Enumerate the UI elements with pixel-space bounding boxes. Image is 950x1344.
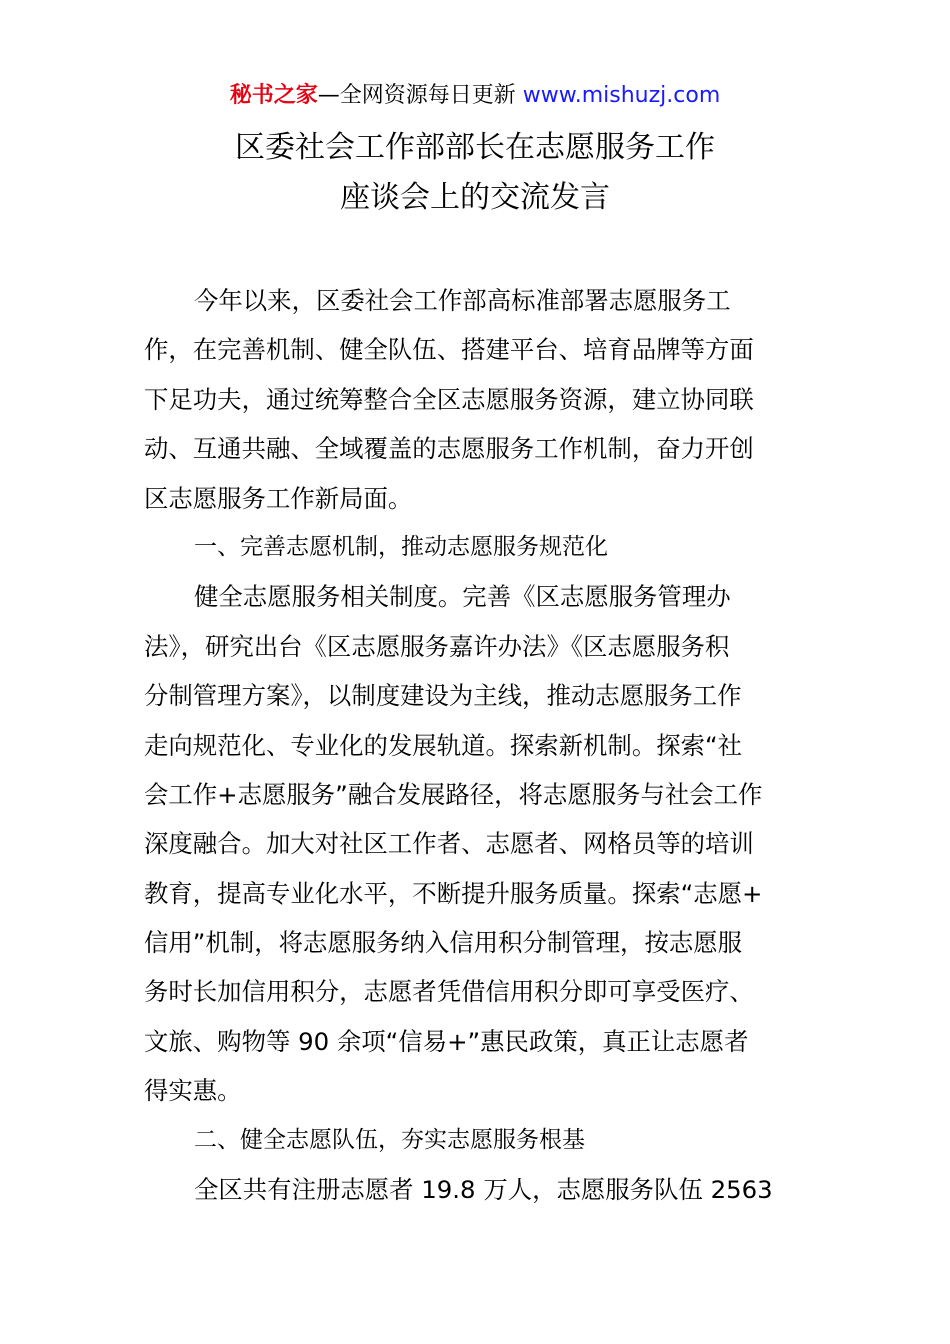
site-brand: 秘书之家 xyxy=(229,83,318,108)
document-title-line-2: 座谈会上的交流发言 xyxy=(340,180,610,215)
paragraph-line: 作，在完善机制、健全队伍、搭建平台、培育品牌等方面 xyxy=(144,335,754,365)
paragraph-line: 今年以来，区委社会工作部高标准部署志愿服务工 xyxy=(194,286,731,315)
paragraph-line: 动、互通共融、全域覆盖的志愿服务工作机制，奋力开创 xyxy=(144,434,754,464)
paragraph-line: 会工作+志愿服务”融合发展路径，将志愿服务与社会工作 xyxy=(144,779,763,809)
section-heading-2: 二、健全志愿队伍，夯实志愿服务根基 xyxy=(194,1126,585,1153)
document-body xyxy=(144,276,806,1214)
paragraph-line: 得实惠。 xyxy=(144,1076,242,1106)
paragraph-line: 务时长加信用积分，志愿者凭借信用积分即可享受医疗、 xyxy=(144,977,754,1007)
paragraph-line: 分制管理方案》，以制度建设为主线，推动志愿服务工作 xyxy=(144,681,742,711)
section-heading-1: 一、完善志愿机制，推动志愿服务规范化 xyxy=(194,533,608,560)
paragraph-line: 法》，研究出台《区志愿服务嘉许办法》《区志愿服务积 xyxy=(144,631,730,661)
paragraph-line: 深度融合。加大对社区工作者、志愿者、网格员等的培训 xyxy=(144,829,754,859)
paragraph-line: 文旅、购物等 90 余项“信易+”惠民政策，真正让志愿者 xyxy=(144,1026,749,1056)
paragraph-line: 健全志愿服务相关制度。完善《区志愿服务管理办 xyxy=(194,582,731,612)
paragraph-line: 走向规范化、专业化的发展轨道。探索新机制。探索“社 xyxy=(144,730,743,760)
site-url[interactable]: www.mishuzj.com xyxy=(522,83,721,108)
paragraph-line: 教育，提高专业化水平，不断提升服务质量。探索“志愿+ xyxy=(144,878,763,908)
paragraph-line: 下足功夫，通过统筹整合全区志愿服务资源，建立协同联 xyxy=(144,384,754,414)
document-title-line-1: 区委社会工作部部长在志愿服务工作 xyxy=(235,130,715,165)
site-tagline: —全网资源每日更新 xyxy=(317,83,523,108)
paragraph-line: 区志愿服务工作新局面。 xyxy=(144,483,413,513)
paragraph-line: 全区共有注册志愿者 19.8 万人，志愿服务队伍 2563 xyxy=(194,1175,773,1205)
paragraph-line: 信用”机制，将志愿服务纳入信用积分制管理，按志愿服 xyxy=(144,928,743,958)
site-header xyxy=(0,80,950,112)
